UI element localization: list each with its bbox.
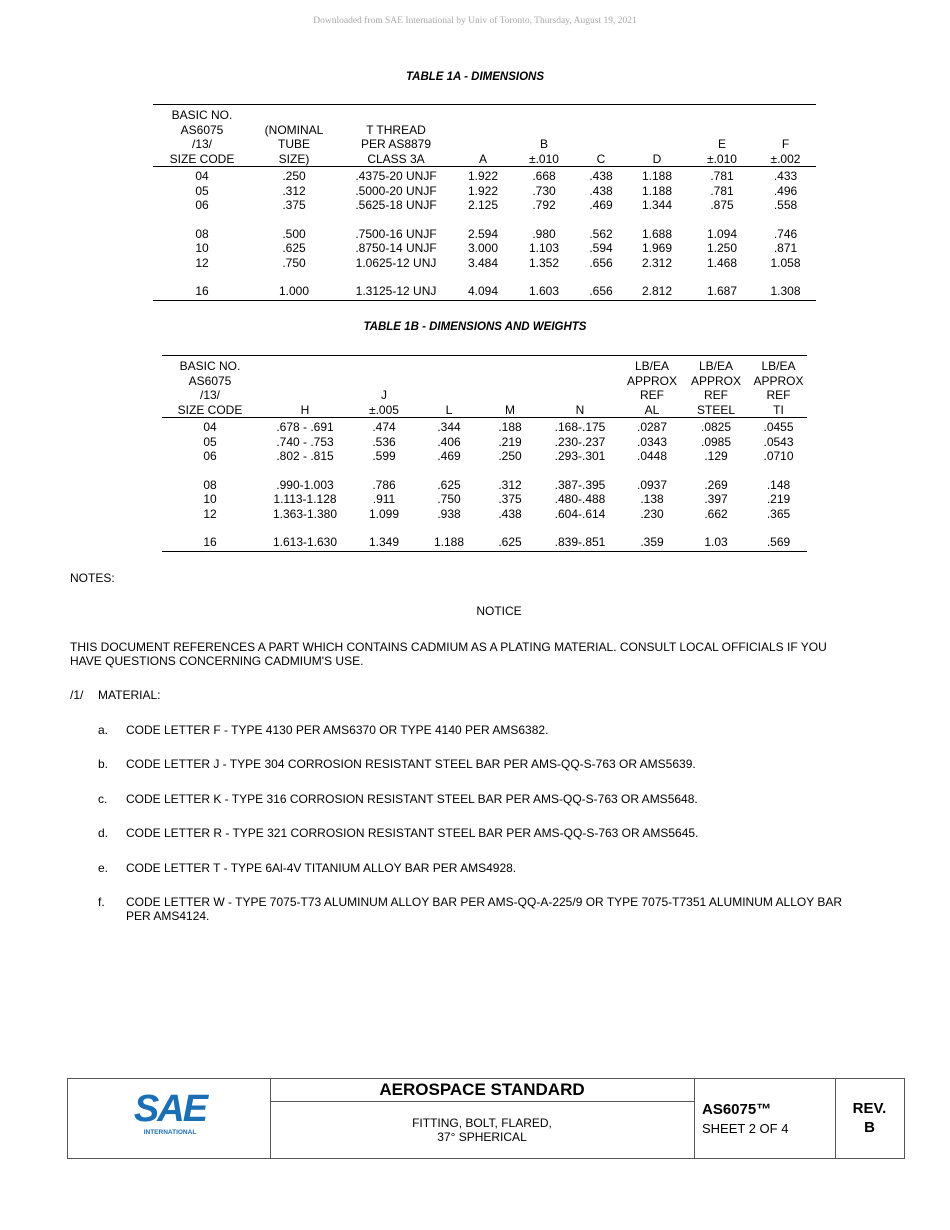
material-item-text: CODE LETTER T - TYPE 6Al-4V TITANIUM ALLOY BAR PER AMS4928. [126, 861, 517, 875]
table-1a-cell: .433 [773, 169, 798, 183]
table-1a-cell: 1.058 [770, 255, 801, 270]
table-1b-cell: .219 [498, 434, 522, 449]
table-1a-cell: .496 [773, 183, 798, 198]
table-1a-cell: 3.484 [467, 255, 499, 270]
table-1b-cell: .293-.301 [554, 449, 606, 463]
table-1b-header-line: TI [773, 402, 784, 417]
notice-line-2: HAVE QUESTIONS CONCERNING CADMIUM'S USE. [70, 654, 364, 668]
table-1a-cell: 1.688 [641, 226, 673, 241]
table-1a-cell: .438 [589, 169, 613, 183]
table-1a-cell: 1.687 [689, 284, 755, 300]
table-1b-cell: 1.363-1.380 [272, 506, 338, 521]
table-1a-cell: .438 [589, 183, 613, 198]
table-1a-cell: .5625-18 UNJF [355, 198, 437, 212]
table-1b-header-line: BASIC NO. [179, 359, 241, 373]
material-item-text: CODE LETTER K - TYPE 316 CORROSION RESISTANT STEEL BAR PER AMS-QQ-S-763 OR AMS5648. [126, 792, 698, 806]
table-1b-header-4 [482, 356, 538, 418]
table-1a-cell: 1.094 [706, 226, 738, 241]
table-1a-cell: 1.250 [706, 241, 738, 255]
material-item-text: CODE LETTER F - TYPE 4130 PER AMS6370 OR TYPE 4140 PER AMS6382. [126, 723, 549, 737]
table-1a-cell: 04 [195, 169, 209, 183]
table-1b-cell: .0343 [636, 434, 668, 449]
table-1a-cell: 1.188 [641, 183, 673, 198]
table-1a-cell: .746 [773, 226, 798, 241]
table-1b-row [162, 449, 807, 464]
table-1b-cell: .938 [437, 506, 461, 521]
material-item-letter: d. [98, 826, 109, 840]
table-1a-cell: .656 [589, 255, 613, 270]
sae-logo-text: SAE [133, 1088, 207, 1130]
table-1a-cell: 1.188 [641, 169, 673, 183]
material-item-text: CODE LETTER R - TYPE 321 CORROSION RESISTANT STEEL BAR PER AMS-QQ-S-763 OR AMS5645. [126, 826, 699, 840]
table-1b-cell: .344 [437, 420, 461, 434]
table-1a-cell: .656 [577, 284, 625, 300]
table-1b-cell: .250 [498, 449, 522, 463]
table-1b-cell: .129 [704, 449, 728, 463]
table-1b-row [162, 492, 807, 507]
table-1a-cell: .4375-20 UNJF [355, 169, 437, 183]
table-1a-header-line: CLASS 3A [367, 151, 425, 166]
table-1b-cell: .662 [704, 506, 728, 521]
table-1a-cell: 16 [153, 284, 251, 300]
table-1b-header-1 [258, 356, 352, 418]
table-1a-cell: .500 [282, 226, 306, 241]
table-1b-row [162, 418, 807, 435]
table-1b-header-line: REF [640, 388, 664, 402]
table-1a-cell: 1.352 [528, 255, 560, 270]
table-1b-cell: .0710 [763, 449, 794, 463]
table-1a-cell: .7500-16 UNJF [355, 226, 437, 241]
table-1b-cell: 16 [162, 535, 258, 551]
table-1b-cell: .750 [437, 492, 461, 506]
sheet-number: SHEET 2 OF 4 [702, 1121, 789, 1136]
table-1a-cell: .781 [710, 183, 734, 198]
table-1b-cell: .536 [372, 434, 396, 449]
material-item-text: CODE LETTER W - TYPE 7075-T73 ALUMINUM ALLOY BAR PER AMS-QQ-A-225/9 OR TYPE 7075-T7351 ALUMINUM ALLOY BAR [126, 895, 843, 909]
table-1b-header-line: SIZE CODE [177, 402, 243, 417]
table-1a-cell: 1.308 [755, 284, 816, 300]
table-1a-cell: .558 [773, 198, 798, 212]
table-1a-cell: .594 [589, 241, 613, 255]
table-1a-cell: .781 [710, 169, 734, 183]
table-1b-cell: .604-.614 [554, 506, 606, 521]
table-1b-cell: .269 [704, 477, 728, 492]
table-1b-header-line: H [300, 402, 310, 417]
table-1a-header-line: T THREAD [366, 122, 426, 137]
table-1a-header-line: AS6075 [180, 122, 224, 137]
material-marker: /1/ [70, 688, 84, 702]
table-1a-cell: 06 [195, 198, 209, 212]
table-1a-cell: .668 [532, 169, 556, 183]
document-number: AS6075™ [702, 1101, 772, 1118]
sae-logo [68, 1079, 270, 1158]
table-1a-row [153, 241, 816, 256]
table-1a-header-line: ±.002 [770, 151, 801, 166]
table-1a-cell: 4.094 [455, 284, 511, 300]
table-1b-header-line: ±.005 [369, 402, 399, 417]
table-1a-cell: .875 [710, 198, 734, 212]
table-1b-cell: 1.03 [682, 535, 750, 551]
table-1a-header-1 [251, 105, 337, 167]
table-1b-header-line: N [575, 402, 585, 417]
table-1b-cell: .0287 [636, 420, 668, 434]
standard-title: AEROSPACE STANDARD [270, 1079, 694, 1102]
table-1a-header-line: E [717, 137, 726, 151]
table-1a-cell: .730 [532, 183, 556, 198]
table-1b-header-line: APPROX [753, 373, 804, 388]
notes-heading: NOTES: [70, 571, 115, 585]
notice-title: NOTICE [476, 604, 522, 618]
table-1b-cell: 1.099 [368, 506, 400, 521]
table-1b-cell: .569 [750, 535, 807, 551]
table-1a-header-5 [577, 105, 625, 167]
table-1b-cell: .438 [498, 506, 522, 521]
table-1b-cell: .678 - .691 [276, 420, 334, 434]
table-1b-cell: .802 - .815 [276, 449, 334, 463]
table-1b-header-line: LB/EA [761, 359, 796, 373]
table-1b-header-line: STEEL [696, 402, 735, 417]
table-1b-cell: .387-.395 [554, 477, 606, 492]
table-1b-cell: 04 [203, 420, 217, 434]
table-1a-cell: 10 [195, 241, 209, 255]
table-1a-row [153, 198, 816, 213]
table-1a-row [153, 227, 816, 242]
table-1a-cell: 1.3125-12 UNJ [337, 284, 455, 300]
material-item-letter: a. [98, 723, 109, 737]
material-label: MATERIAL: [98, 688, 161, 702]
table-1a-header-2 [337, 105, 455, 167]
table-1a-cell: 2.125 [467, 198, 499, 212]
notice-line-1: THIS DOCUMENT REFERENCES A PART WHICH CONTAINS CADMIUM AS A PLATING MATERIAL. CONSULT LOCAL OFFICIALS IF YOU [70, 640, 827, 654]
table-1a-cell: 2.812 [625, 284, 689, 300]
table-1a-cell: .5000-20 UNJF [355, 183, 437, 198]
table-1a-cell: 1.922 [467, 183, 499, 198]
table-1a-cell: 1.468 [706, 255, 738, 270]
table-1b-cell: .359 [622, 535, 682, 551]
table-1b-header-3 [416, 356, 482, 418]
download-watermark: Downloaded from SAE International by Univ of Toronto, Thursday, August 19, 2021 [313, 16, 637, 26]
table-1b-cell: .312 [498, 477, 522, 492]
table-1a-row [153, 256, 816, 271]
table-1b-header-line: REF [704, 388, 728, 402]
table-1b-header-line: APPROX [626, 373, 677, 388]
table-1b-header-line: REF [766, 388, 791, 402]
table-1b-cell: .219 [766, 492, 791, 506]
table-1a-header-7 [689, 105, 755, 167]
table-1a-row [153, 184, 816, 199]
table-1b-cell: 06 [203, 449, 217, 463]
table-1b-header-line: LB/EA [698, 359, 734, 373]
table-1a-header-line: PER AS8879 [360, 137, 432, 151]
table-1b-row [162, 535, 807, 551]
table-1a-cell: 1.103 [528, 241, 560, 255]
revision-cell [835, 1079, 904, 1158]
table-1b-cell: .0825 [700, 420, 732, 434]
table-1a-cell: .250 [282, 169, 306, 183]
table-1b-header-line: /13/ [199, 388, 220, 402]
table-1b-cell: .0985 [700, 434, 732, 449]
table-1a-header-line: D [652, 151, 662, 166]
table-1a-header-line: (NOMINAL [264, 122, 324, 137]
table-1a-header-line: F [781, 137, 790, 151]
table-1b-cell: 1.349 [352, 535, 416, 551]
table-1b-header-line: AL [644, 402, 660, 417]
table-1a-row [153, 167, 816, 184]
table-1b-cell: .0937 [636, 477, 668, 492]
revision-value: B [864, 1119, 875, 1136]
table-1b-cell: .0543 [763, 434, 794, 449]
table-1a-header-8 [755, 105, 816, 167]
table-1a-cell: 12 [195, 255, 209, 270]
table-1b-cell: .469 [437, 449, 461, 463]
table-1a-cell: .980 [532, 226, 556, 241]
sae-logo-cell [68, 1079, 271, 1158]
table-1b-header-line: LB/EA [634, 359, 670, 373]
table-1a-cell: .871 [773, 241, 798, 255]
table-1a-cell: .750 [282, 255, 306, 270]
material-item-letter: f. [98, 895, 105, 909]
material-item-letter: b. [98, 757, 109, 771]
table-1a-header-line: TUBE [277, 137, 310, 151]
table-1b-cell: .168-.175 [554, 420, 606, 434]
table-1b-row [162, 478, 807, 493]
material-item-text: CODE LETTER J - TYPE 304 CORROSION RESISTANT STEEL BAR PER AMS-QQ-S-763 OR AMS5639. [126, 757, 696, 771]
part-description-line-2: 37° SPHERICAL [437, 1130, 527, 1144]
table-1a-cell: .469 [589, 198, 613, 212]
table-1a-cell: 08 [195, 226, 209, 241]
table-1a-cell: 1.603 [511, 284, 577, 300]
table-1b-header-line: L [445, 402, 453, 417]
table-1b-cell: .230 [640, 506, 664, 521]
table-1a-header-line: SIZE) [278, 151, 310, 166]
table-1b-dimensions-weights [162, 355, 807, 552]
table-1a-header-line: BASIC NO. [171, 108, 233, 122]
table-1a-cell: 2.312 [641, 255, 673, 270]
table-1b-cell: 1.188 [416, 535, 482, 551]
table-1b-row [162, 507, 807, 522]
table-1b-cell: .839-.851 [538, 535, 622, 551]
table-1b-cell: .474 [372, 420, 396, 434]
table-1b-cell: .375 [498, 492, 522, 506]
table-1b-header-7 [682, 356, 750, 418]
table-1a-cell: .562 [589, 226, 613, 241]
table-1a-cell: 1.000 [251, 284, 337, 300]
table-1b-cell: .480-.488 [554, 492, 606, 506]
table-1a-row [153, 284, 816, 300]
table-1a-header-line: B [539, 137, 548, 151]
table-1a-cell: 05 [195, 183, 209, 198]
table-1b-cell: 12 [203, 506, 217, 521]
table-1a-header-line: A [478, 151, 487, 166]
table-1b-cell: .911 [372, 492, 396, 506]
sae-logo-sub: INTERNATIONAL [143, 1129, 197, 1136]
table-1b-cell: .188 [498, 420, 522, 434]
revision-label: REV. [852, 1100, 887, 1117]
table-1b-cell: .230-.237 [554, 434, 606, 449]
table-1b-header-2 [352, 356, 416, 418]
table-1a-cell: 2.594 [467, 226, 499, 241]
document-cell [694, 1079, 836, 1158]
table-1b-cell: .786 [372, 477, 396, 492]
table-1b-header-line: AS6075 [188, 373, 232, 388]
table-1b-header-6 [622, 356, 682, 418]
table-1b-cell: .625 [437, 477, 461, 492]
table-1a-cell: .8750-14 UNJF [355, 241, 437, 255]
table-1a-header-line: SIZE CODE [169, 151, 235, 166]
table-1b-cell: .148 [766, 477, 791, 492]
table-1a-header-4 [511, 105, 577, 167]
table-1b-cell: 05 [203, 434, 217, 449]
table-1b-cell: .599 [372, 449, 396, 463]
table-1a-cell: .625 [282, 241, 306, 255]
table-1b-row [162, 435, 807, 450]
title-cell [270, 1079, 695, 1158]
table-1b-header-5 [538, 356, 622, 418]
table-1a-header-3 [455, 105, 511, 167]
table-1a-cell: 1.0625-12 UNJ [355, 255, 437, 270]
table-1b-cell: .0448 [636, 449, 668, 463]
part-description-line-1: FITTING, BOLT, FLARED, [412, 1116, 552, 1130]
table-1a-header-0 [153, 105, 251, 167]
table-1a-cell: 1.969 [641, 241, 673, 255]
table-1b-cell: .138 [640, 492, 664, 506]
table-1a-cell: .375 [282, 198, 306, 212]
table-1b-cell: 1.113-1.128 [273, 492, 337, 506]
table-1a-cell: 1.344 [641, 198, 673, 212]
table-1a-dimensions [153, 104, 816, 301]
table-1a-header-6 [625, 105, 689, 167]
table-1a-header-line: ±.010 [529, 151, 559, 166]
table-1b-cell: .625 [482, 535, 538, 551]
table-1a-cell: .312 [282, 183, 306, 198]
material-item-letter: e. [98, 861, 109, 875]
table-1b-header-8 [750, 356, 807, 418]
material-item-text: PER AMS4124. [126, 909, 210, 923]
table-1a-cell: 1.922 [467, 169, 499, 183]
table-1b-header-line: APPROX [690, 373, 741, 388]
table-1b-cell: 1.613-1.630 [258, 535, 352, 551]
table-1a-cell: 3.000 [467, 241, 499, 255]
table-1b-cell: 10 [203, 492, 217, 506]
table-1a-header-line: ±.010 [707, 151, 737, 166]
table-1a-title: TABLE 1A - DIMENSIONS [405, 71, 544, 83]
table-1a-cell: .792 [532, 198, 556, 212]
table-1b-cell: 08 [203, 477, 217, 492]
material-item-letter: c. [98, 792, 108, 806]
table-1b-cell: .0455 [763, 420, 794, 434]
table-1b-cell: .740 - .753 [276, 434, 334, 449]
table-1b-title: TABLE 1B - DIMENSIONS AND WEIGHTS [363, 321, 587, 333]
table-1b-header-0 [162, 356, 258, 418]
table-1b-header-line: M [505, 402, 515, 417]
table-1b-cell: .406 [437, 434, 461, 449]
table-1b-cell: .397 [704, 492, 728, 506]
title-block [67, 1078, 905, 1159]
table-1a-header-line: C [596, 151, 606, 166]
table-1b-header-line: J [381, 388, 387, 402]
table-1b-cell: .365 [766, 506, 791, 521]
table-1b-cell: .990-1.003 [276, 477, 334, 492]
table-1a-header-line: /13/ [191, 137, 212, 151]
